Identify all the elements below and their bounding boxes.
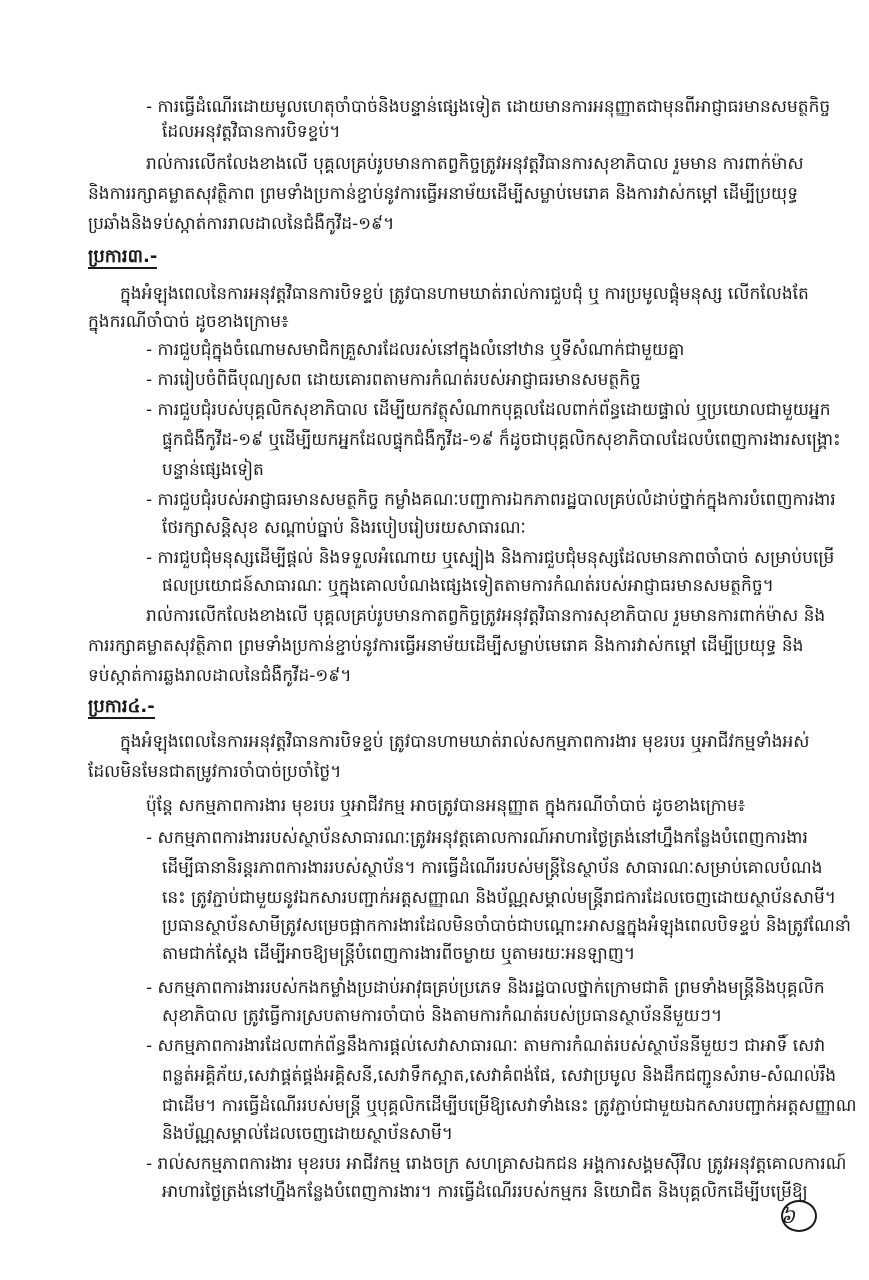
line-29: តាមជាក់ស្តែង ដើម្បីអាចឱ្យមន្ត្រីបំពេញការងារពីចម្ងាយ ឬតាមរយៈអនឡាញ។ (162, 944, 636, 964)
line-28: ប្រធានស្ថាប័នសាមីត្រូវសម្រេចផ្អាកការងារដែលមិនចាំបាច់ជាបណ្តោះអាសន្នក្នុងអំឡុងពេលបិទខ្ទប់ និងត្រូវណែនាំ (162, 916, 851, 936)
line-05: ប្រឆាំងនិងទប់ស្កាត់ការរាលដាលនៃជំងឺកូវីដ-១៩។ (88, 214, 395, 234)
line-31: សុខាភិបាល ត្រូវធ្វើការស្របតាមការចាំបាច់ និងតាមការកំណត់របស់ប្រធានស្ថាប័ននីមួយៗ។ (162, 1006, 723, 1026)
line-14: - ការជួបជុំរបស់អាជ្ញាធរមានសមត្ថកិច្ច កម្លាំងគណៈបញ្ជាការឯកភាពរដ្ឋបាលគ្រប់លំដាប់ថ្នាក់ក្នុងការបំពេញការងារ (146, 490, 836, 510)
line-22: ក្នុងអំឡុងពេលនៃការអនុវត្តវិធានការបិទខ្ទប់ ត្រូវបានហាមឃាត់រាល់សកម្មភាពការងារ មុខរបរ ឬអាជីវកម្មទាំងអស់ (120, 732, 810, 752)
line-34: ជាដើម។ ការធ្វើដំណើររបស់មន្ត្រី ឬបុគ្គលិកដើម្បីបម្រើឱ្យសេវាទាំងនេះ ត្រូវភ្ជាប់ជាមួយឯកសារបញ្ជាក់អត្តសញ្ញាណ (162, 1096, 857, 1116)
line-37: អាហារថ្ងៃត្រង់នៅហ្នឹងកន្លែងបំពេញការងារ។ ការធ្វើដំណើររបស់កម្មករ និយោជិត និងបុគ្គលិកដើម្បីបម្រើឱ្យ (162, 1182, 808, 1202)
line-10: - ការរៀបចំពិធីបុណ្យសព ដោយគោរពតាមការកំណត់របស់អាជ្ញាធរមានសមត្ថកិច្ច (146, 370, 641, 390)
line-19: ការរក្សាគម្លាតសុវត្ថិភាព ព្រមទាំងប្រកាន់ខ្ជាប់នូវការធ្វើអនាម័យដើម្បីសម្លាប់មេរោគ និងការវាស់កម្ដៅ ដើម្បីប្រយុទ្ធ និង (88, 636, 804, 656)
line-02: ដែលអនុវត្តវិធានការបិទខ្ទប់។ (162, 122, 341, 142)
line-26: ដើម្បីធានានិរន្តរភាពការងាររបស់ស្ថាប័ន។ ការធ្វើដំណើររបស់មន្ត្រីនៃស្ថាប័ន សាធារណៈសម្រាប់គោលបំណង (162, 858, 823, 878)
line-11: - ការជួបជុំរបស់បុគ្គលិកសុខាភិបាល ដើម្បីយកវត្ថុសំណាកបុគ្គលដែលពាក់ព័ន្ធដោយផ្ទាល់ ឬប្រយោលជាមួយអ្នក (146, 400, 831, 420)
line-12: ផ្ទុកជំងឺកូវីដ-១៩ ឬដើម្បីយកអ្នកដែលផ្ទុកជំងឺកូវីដ-១៩ ក៏ដូចជាបុគ្គលិកសុខាភិបាលដែលបំពេញការងារសង្គ្រោះ (162, 430, 841, 450)
line-16: - ការជួបជុំមនុស្សដើម្បីផ្តល់ និងទទួលអំណោយ ឬស្បៀង និងការជួបជុំមនុស្សដែលមានភាពចាំបាច់ សម្រាប់បម្រើ (146, 548, 835, 568)
page-number-circle (781, 1200, 817, 1232)
line-27: នេះ ត្រូវភ្ជាប់ជាមួយនូវឯកសារបញ្ជាក់អត្តសញ្ញាណ និងប័ណ្ណសម្គាល់មន្ត្រីរាជការដែលចេញដោយស្ថាប័នសាមី។ (162, 888, 836, 908)
line-36: - រាល់សកម្មភាពការងារ មុខរបរ អាជីវកម្ម រោងចក្រ សហគ្រាសឯកជន អង្គការសង្គមស៊ីវិល ត្រូវអនុវត្តគោលការណ៍ (146, 1154, 847, 1174)
line-09: - ការជួបជុំក្នុងចំណោមសមាជិកគ្រួសារដែលរស់នៅក្នុងលំនៅឋាន ឬទីសំណាក់ជាមួយគ្នា (146, 340, 685, 360)
line-35: និងប័ណ្ណសម្គាល់ដែលចេញដោយស្ថាប័នសាមី។ (162, 1124, 453, 1144)
line-18: រាល់ការលើកលែងខាងលើ បុគ្គលគ្រប់រូបមានកាតព្វកិច្ចត្រូវអនុវត្តវិធានការសុខាភិបាល រួមមានការពាក់ម៉ាស និង (146, 606, 826, 626)
line-24: ប៉ុន្តែ សកម្មភាពការងារ មុខរបរ ឬអាជីវកម្ម អាចត្រូវបានអនុញ្ញាត ក្នុងករណីចាំបាច់ ដូចខាងក្រោម៖ (146, 796, 746, 816)
line-07: ក្នុងអំឡុងពេលនៃការអនុវត្តវិធានការបិទខ្ទប់ ត្រូវបានហាមឃាត់រាល់ការជួបជុំ ឬ ការប្រមូលផ្តុំមនុស្ស លើកលែងតែ (120, 284, 809, 304)
line-04: និងការរក្សាគម្លាតសុវត្ថិភាព ព្រមទាំងប្រកាន់ខ្ជាប់នូវការធ្វើអនាម័យដើម្បីសម្លាប់មេរោគ និងការវាស់កម្ដៅ ដើម្បីប្រយុទ្ធ (88, 184, 798, 204)
heading-article-4: ប្រការ៤.- (88, 696, 155, 717)
line-13: បន្ទាន់ផ្សេងទៀត (162, 460, 264, 480)
page-number (753, 1196, 823, 1236)
line-25: - សកម្មភាពការងាររបស់ស្ថាប័នសាធារណៈត្រូវអនុវត្តគោលការណ៍អាហារថ្ងៃត្រង់នៅហ្នឹងកន្លែងបំពេញការងារ (146, 828, 808, 848)
line-23: ដែលមិនមែនជាតម្រូវការចាំបាច់ប្រចាំថ្ងៃ។ (88, 762, 342, 782)
heading-article-3: ប្រការ៣.- (88, 246, 158, 267)
line-01: - ការធ្វើដំណើរដោយមូលហេតុចាំបាច់និងបន្ទាន់ផ្សេងទៀត ដោយមានការអនុញ្ញាតជាមុនពីអាជ្ញាធរមានសមត្ថកិច្ច (146, 97, 831, 117)
line-30: - សកម្មភាពការងាររបស់កងកម្លាំងប្រដាប់អាវុធគ្រប់ប្រភេទ និងរដ្ឋបាលថ្នាក់ក្រោមជាតិ ព្រមទាំងមន្ត្រីនិងបុគ្គលិក (146, 978, 825, 998)
page-number-value: ៦ (780, 1204, 796, 1228)
line-20: ទប់ស្កាត់ការឆ្លងរាលដាលនៃជំងឺកូវីដ-១៩។ (88, 666, 352, 686)
line-03: រាល់ការលើកលែងខាងលើ បុគ្គលគ្រប់រូបមានកាតព្វកិច្ចត្រូវអនុវត្តវិធានការសុខាភិបាល រួមមាន ការពាក់ម៉ាស (146, 154, 804, 174)
line-15: ថែរក្សាសន្តិសុខ សណ្តាប់ធ្នាប់ និងរបៀបរៀបរយសាធារណៈ (162, 518, 526, 538)
line-32: - សកម្មភាពការងារដែលពាក់ព័ន្ធនឹងការផ្តល់សេវាសាធារណៈ តាមការកំណត់របស់ស្ថាប័ននីមួយៗ ជាអាទិ៍ សេវា (146, 1036, 826, 1056)
line-17: ផលប្រយោជន៍សាធារណៈ ឬក្នុងគោលបំណងផ្សេងទៀតតាមការកំណត់របស់អាជ្ញាធរមានសមត្ថកិច្ច។ (162, 576, 774, 596)
line-33: ពន្លត់អគ្គិភ័យ,សេវាផ្គត់ផ្គង់អគ្គិសនី,សេវាទឹកស្អាត,សេវាគំពង់ផែ, សេវាប្រមូល និងដឹកជញ្ជូនសំរាម-សំណល់រឹង (162, 1066, 837, 1086)
line-08: ក្នុងករណីចាំបាច់ ដូចខាងក្រោម៖ (88, 312, 289, 332)
